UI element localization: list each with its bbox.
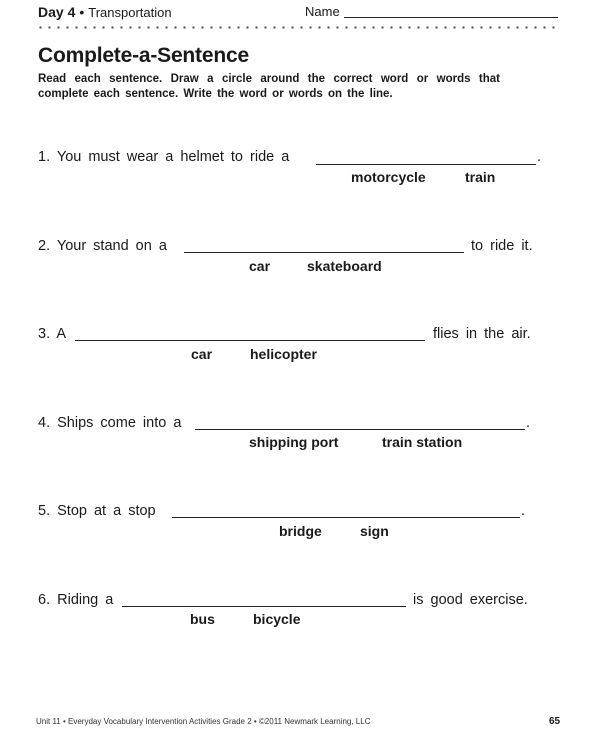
question-6-before: 6. Riding a	[38, 592, 114, 608]
day-label: Day 4	[38, 4, 76, 20]
question-2-choice-1[interactable]: car	[249, 258, 271, 274]
question-4-choice-1[interactable]: shipping port	[249, 434, 339, 450]
question-5-before: 5. Stop at a stop	[38, 503, 156, 519]
question-3-after: flies in the air.	[433, 326, 531, 342]
question-6-after: is good exercise.	[413, 592, 528, 608]
question-1-choice-1[interactable]: motorcycle	[351, 169, 426, 185]
header-bullet: •	[79, 4, 85, 20]
question-4-after: .	[526, 415, 531, 431]
question-4-before: 4. Ships come into a	[38, 415, 182, 431]
dotted-divider	[36, 26, 558, 29]
question-6-choice-2[interactable]: bicycle	[253, 611, 301, 627]
question-3-answer-line[interactable]	[75, 340, 425, 341]
instructions: Read each sentence. Draw a circle around the correct word or words that complete each sentence. Write the word or words on the line.	[38, 73, 500, 100]
question-4-choice-2[interactable]: train station	[382, 434, 463, 450]
question-4-answer-line[interactable]	[195, 429, 525, 430]
question-5-after: .	[521, 503, 526, 519]
question-1-choice-2[interactable]: train	[465, 169, 496, 185]
question-6-choice-1[interactable]: bus	[190, 611, 215, 627]
day-header	[38, 4, 172, 20]
question-5-choice-2[interactable]: sign	[360, 523, 389, 539]
name-label: Name	[305, 4, 340, 19]
footer-credit: Unit 11 • Everyday Vocabulary Intervention Activities Grade 2 • ©2011 Newmark Learning, LLC	[36, 717, 371, 726]
question-2-answer-line[interactable]	[184, 252, 464, 253]
question-3-choice-1[interactable]: car	[191, 346, 213, 362]
question-2-before: 2. Your stand on a	[38, 238, 167, 254]
question-3-choice-2[interactable]: helicopter	[250, 346, 317, 362]
question-6-answer-line[interactable]	[122, 606, 406, 607]
question-1-before: 1. You must wear a helmet to ride a	[38, 149, 290, 165]
question-5-choice-1[interactable]: bridge	[279, 523, 322, 539]
question-3-before: 3. A	[38, 326, 66, 342]
question-2-choice-2[interactable]: skateboard	[307, 258, 382, 274]
question-1-answer-line[interactable]	[316, 164, 536, 165]
question-5-answer-line[interactable]	[172, 517, 520, 518]
topic-label: Transportation	[88, 5, 172, 20]
page-title: Complete-a-Sentence	[38, 44, 249, 67]
question-1-after: .	[537, 149, 542, 165]
name-line[interactable]	[344, 17, 558, 18]
page-number: 65	[549, 716, 561, 727]
question-2-after: to ride it.	[471, 238, 533, 254]
